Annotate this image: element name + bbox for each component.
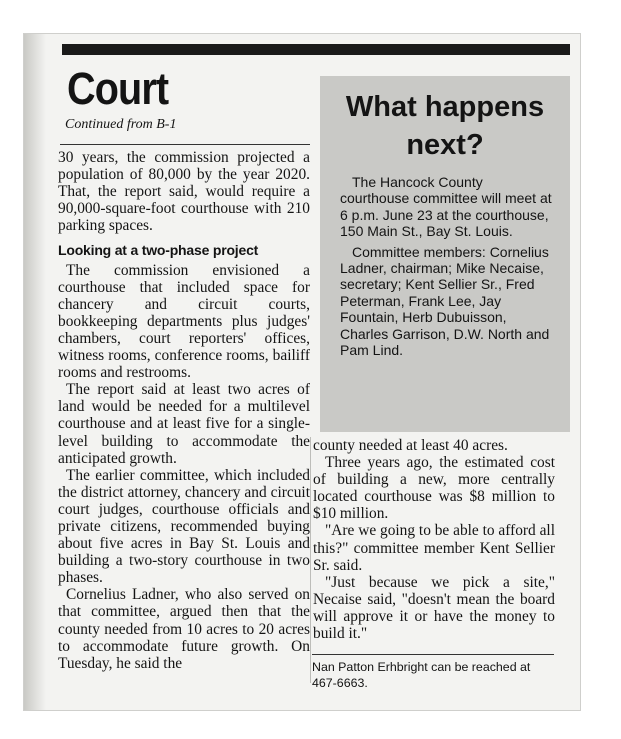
paragraph: 30 years, the commission projected a population of 80,000 by the year 2020. That, the report said, would require a 90,000-square-foot courthouse with 210 parking spaces. xyxy=(58,149,310,235)
paragraph: Cornelius Ladner, who also served on that committee, argued then that the county needed from 10 acres to 20 acres to accommodate future growth. On Tuesday, he said the xyxy=(58,586,310,672)
headline-rule xyxy=(60,144,310,145)
article-column-1 xyxy=(58,149,310,672)
subheading: Looking at a two-phase project xyxy=(58,242,259,259)
paragraph: "Just because we pick a site," Necaise said, "doesn't mean the board will approve it or have the money to build it." xyxy=(313,573,555,643)
paragraph: The report said at least two acres of land would be needed for a multilevel courthouse and at least five for a single-level building to accommodate the anticipated growth. xyxy=(58,381,310,467)
column-gutter xyxy=(310,437,311,683)
sidebar-meeting-text: The Hancock County courthouse committee will meet at 6 p.m. June 23 at the courthouse, 150 Main St., Bay St. Louis. xyxy=(340,174,552,240)
paragraph: The commission envisioned a courthouse that included space for chancery and circuit courts, bookkeeping departments plus judges' chambers, court reporters' offices, witness rooms, conference rooms, bailiff rooms and restrooms. xyxy=(58,261,310,382)
headline: Court xyxy=(67,63,169,114)
article-column-2 xyxy=(313,437,555,642)
newspaper-clipping xyxy=(24,34,580,710)
top-rule xyxy=(62,44,570,55)
paragraph: "Are we going to be able to afford all this?" committee member Kent Sellier Sr. said. xyxy=(313,522,555,574)
sidebar-title: What happens next? xyxy=(345,91,545,161)
sidebar-box xyxy=(320,76,570,432)
paragraph: The earlier committee, which included the district attorney, chancery and circuit court judges, courthouse officials and private citizens, recommended buying about five acres in Bay St. Louis and building a two-story courthouse in two phases. xyxy=(58,466,310,587)
paragraph: Three years ago, the estimated cost of building a new, more centrally located courthouse was $8 million to $10 million. xyxy=(313,454,555,523)
continued-from-label: Continued from B-1 xyxy=(65,117,177,132)
paragraph: county needed at least 40 acres. xyxy=(313,437,508,454)
byline-rule xyxy=(312,654,554,655)
byline: Nan Patton Erhbright can be reached at 467-6663. xyxy=(312,660,531,690)
sidebar-members-text: Committee members: Cornelius Ladner, chairman; Mike Necaise, secretary; Kent Sellier Sr., Fred Peterman, Frank Lee, Jay Fountain, Herb Dubuisson, Charles Garrison, D.W. North and Pam Lind. xyxy=(340,243,550,359)
